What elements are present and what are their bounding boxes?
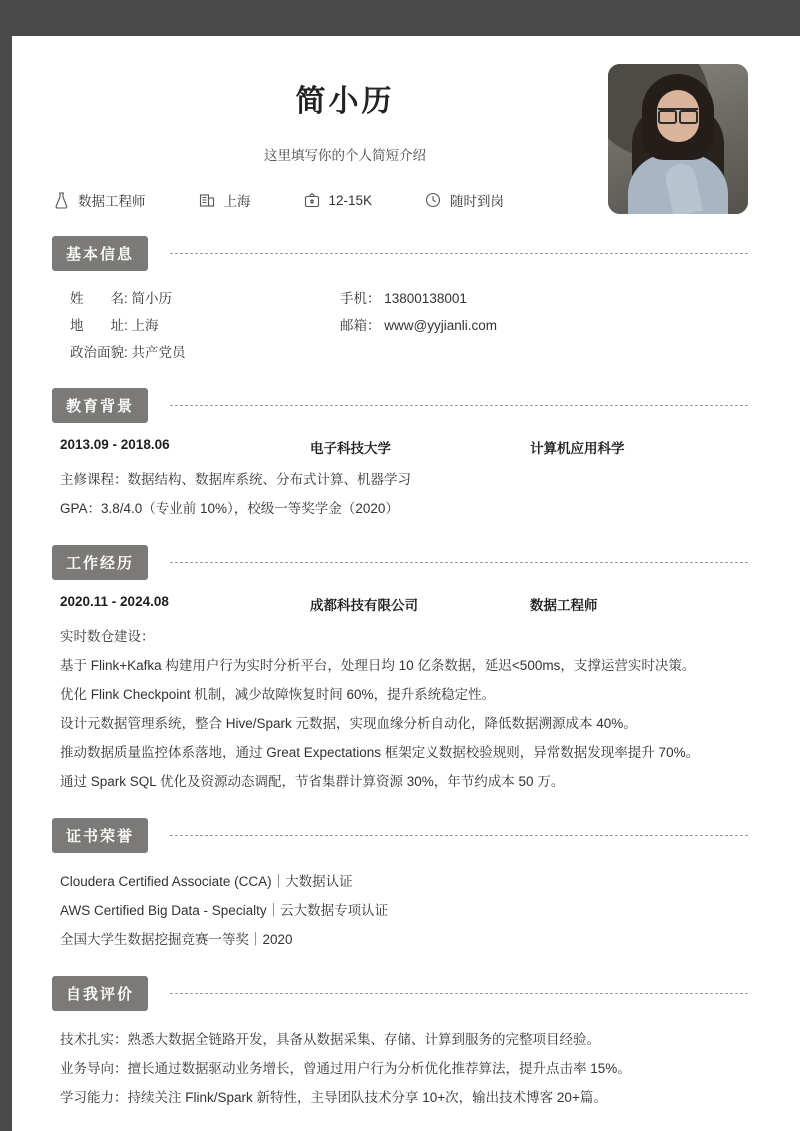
section-header-work	[52, 545, 748, 580]
education-date: 2013.09 - 2018.06	[60, 437, 170, 452]
table-row	[70, 312, 748, 339]
list-item: Cloudera Certified Associate (CCA)｜大数据认证	[60, 874, 353, 890]
work-detail: 优化 Flink Checkpoint 机制，减少故障恢复时间 60%，提升系统稳定性。	[60, 687, 496, 703]
meta-item-job	[52, 190, 146, 210]
salary-icon	[303, 191, 321, 209]
section-header-education	[52, 388, 748, 423]
section-title-basic: 基本信息	[52, 236, 148, 271]
personal-intro: 这里填写你的个人简短介绍	[264, 148, 426, 163]
info-value: www@yyjianli.com	[384, 318, 497, 333]
list-item: 技术扎实：熟悉大数据全链路开发，具备从数据采集、存储、计算到服务的完整项目经验。	[60, 1032, 600, 1048]
meta-label-location: 上海	[223, 194, 251, 209]
meta-label-availability: 随时到岗	[450, 194, 505, 209]
work-detail: 设计元数据管理系统，整合 Hive/Spark 元数据，实现血缘分析自动化，降低数据溯源成本 40%。	[60, 716, 637, 732]
info-value: 共产党员	[131, 345, 186, 360]
avatar	[608, 64, 748, 214]
info-cell-email	[340, 312, 610, 339]
resume-content	[12, 36, 788, 1131]
list-item: 全国大学生数据挖掘竞赛一等奖｜2020	[60, 932, 293, 948]
work-entry-head	[52, 594, 748, 614]
info-cell-political	[70, 339, 340, 366]
education-detail: GPA：3.8/4.0（专业前 10%），校级一等奖学金（2020）	[60, 501, 399, 517]
list-item: AWS Certified Big Data - Specialty｜云大数据专项认证	[60, 903, 389, 919]
list-item: 学习能力：持续关注 Flink/Spark 新特性，主导团队技术分享 10+次，输出技术博客 20+篇。	[60, 1090, 607, 1106]
left-decor-bar	[0, 36, 12, 1131]
section-divider	[170, 993, 748, 994]
info-label: 地 址:	[70, 318, 128, 333]
list-item: 业务导向：擅长通过数据驱动业务增长，曾通过用户行为分析优化推荐算法，提升点击率 15%。	[60, 1061, 631, 1077]
section-divider	[170, 253, 748, 254]
top-decor-bar	[0, 0, 800, 36]
education-detail: 主修课程：数据结构、数据库系统、分布式计算、机器学习	[60, 472, 411, 487]
section-title-work: 工作经历	[52, 545, 148, 580]
section-divider	[170, 405, 748, 406]
info-value: 上海	[131, 318, 159, 333]
location-icon	[198, 191, 216, 209]
table-row	[70, 285, 748, 312]
section-divider	[170, 562, 748, 563]
info-cell-phone	[340, 285, 610, 312]
meta-item-availability	[424, 190, 504, 210]
page-title: 简小历	[295, 85, 395, 118]
resume-header	[52, 54, 748, 214]
info-label: 政治面貌:	[70, 345, 128, 360]
table-row	[70, 339, 748, 366]
meta-item-location	[198, 190, 251, 210]
work-role: 数据工程师	[530, 598, 598, 614]
evaluation-list	[52, 1025, 748, 1112]
section-divider	[170, 835, 748, 836]
section-header-evaluation	[52, 976, 748, 1011]
meta-label-salary: 12-15K	[328, 192, 373, 208]
info-cell-address	[70, 312, 340, 339]
education-school: 电子科技大学	[310, 441, 391, 456]
section-title-evaluation: 自我评价	[52, 976, 148, 1011]
section-header-basic	[52, 236, 748, 271]
meta-item-salary	[303, 191, 373, 209]
work-detail: 通过 Spark SQL 优化及资源动态调配，节省集群计算资源 30%，年节约成本 50 万。	[60, 774, 565, 790]
meta-label-job: 数据工程师	[78, 194, 146, 209]
work-detail: 推动数据质量监控体系落地，通过 Great Expectations 框架定义数据校验规则，异常数据发现率提升 70%。	[60, 745, 700, 761]
work-date: 2020.11 - 2024.08	[60, 594, 169, 610]
section-header-certificates	[52, 818, 748, 853]
education-major: 计算机应用科学	[530, 441, 625, 456]
work-detail: 基于 Flink+Kafka 构建用户行为实时分析平台，处理日均 10 亿条数据，延迟<500ms，支撑运营实时决策。	[60, 658, 696, 674]
section-title-education: 教育背景	[52, 388, 148, 423]
info-label: 邮箱：	[340, 318, 381, 333]
job-icon	[52, 191, 70, 209]
basic-info-grid	[52, 285, 748, 366]
certificates-list	[52, 867, 748, 954]
info-label: 手机：	[340, 291, 381, 306]
info-cell-name	[70, 285, 340, 312]
education-entry-head	[52, 437, 748, 457]
work-company: 成都科技有限公司	[310, 598, 418, 614]
info-value: 简小历	[131, 291, 173, 306]
clock-icon	[424, 191, 442, 209]
work-detail: 实时数仓建设：	[60, 629, 155, 645]
section-title-certificates: 证书荣誉	[52, 818, 148, 853]
info-value: 13800138001	[384, 291, 467, 306]
info-label: 姓 名:	[70, 291, 128, 306]
